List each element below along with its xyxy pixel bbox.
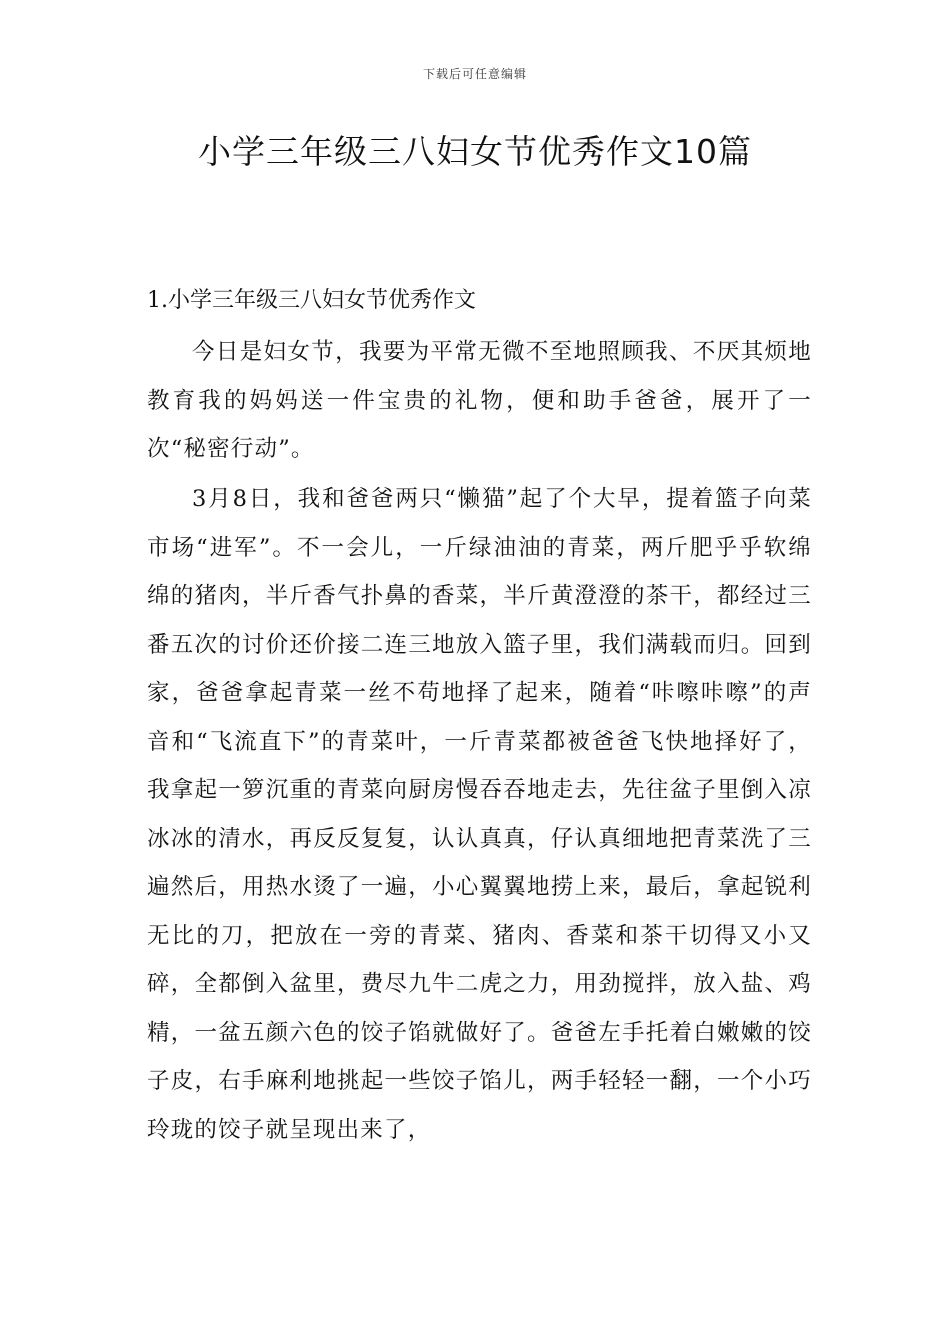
paragraph: 今日是妇女节，我要为平常无微不至地照顾我、不厌其烦地教育我的妈妈送一件宝贵的礼物，便和助手爸爸，展开了一次“秘密行动”。 bbox=[147, 339, 812, 462]
header-note: 下载后可任意编辑 bbox=[422, 67, 527, 81]
document-title: 小学三年级三八妇女节优秀作文10篇 bbox=[198, 132, 752, 171]
section-heading: 1.小学三年级三八妇女节优秀作文 bbox=[147, 288, 476, 313]
paragraph: 3月8日，我和爸爸两只“懒猫”起了个大早，提着篮子向菜市场“进军”。不一会儿，一斤绿油油的青菜，两斤肥乎乎软绵绵的猪肉，半斤香气扑鼻的香菜，半斤黄澄澄的茶干，都经过三番五次的讨价还价接二连三地放入篮子里，我们满载而归。回到家，爸爸拿起青菜一丝不苟地择了起来，随着“咔嚓咔嚓”的声音和“飞流直下”的青菜叶，一斤青菜都被爸爸飞快地择好了，我拿起一箩沉重的青菜向厨房慢吞吞地走去，先往盆子里倒入凉冰冰的清水，再反反复复，认认真真，仔认真细地把青菜洗了三遍然后，用热水烫了一遍，小心翼翼地捞上来，最后，拿起锐利无比的刀，把放在一旁的青菜、猪肉、香菜和茶干切得又小又碎，全都倒入盆里，费尽九牛二虎之力，用劲搅拌，放入盐、鸡精，一盆五颜六色的饺子馅就做好了。爸爸左手托着白嫩嫩的饺子皮，右手麻利地挑起一些饺子馅儿，两手轻轻一翻，一个小巧玲珑的饺子就呈现出来了， bbox=[147, 486, 812, 1143]
